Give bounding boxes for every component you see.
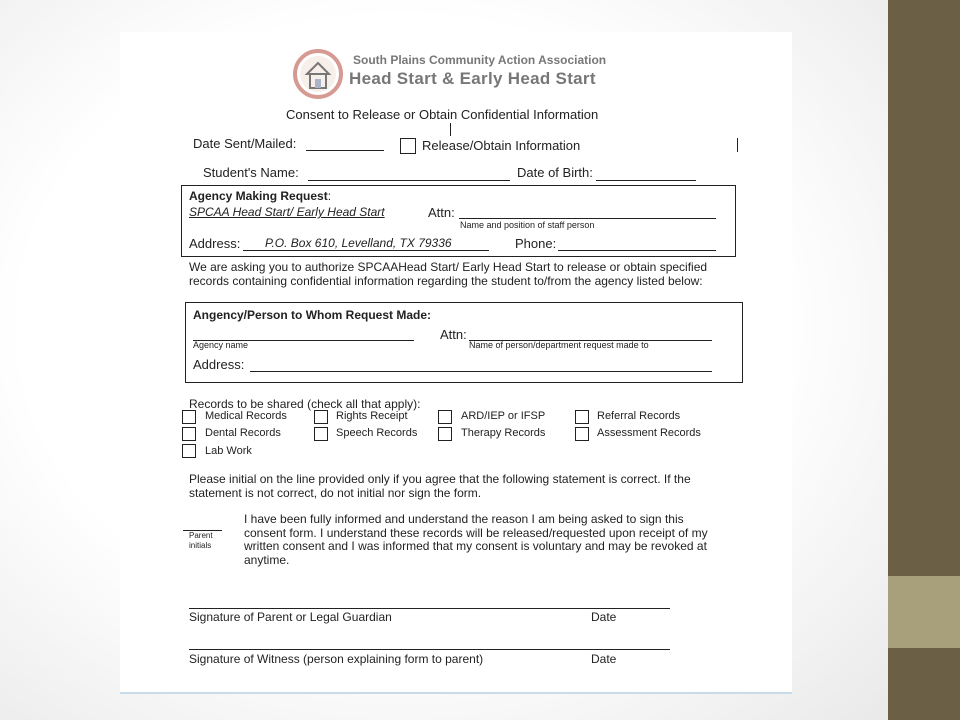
ard-iep-ifsp-checkbox[interactable] [438,410,452,424]
dob-label: Date of Birth: [517,165,593,180]
assessment-records-checkbox[interactable] [575,427,589,441]
vertical-mark [737,138,738,152]
date-sent-label: Date Sent/Mailed: [193,136,297,151]
witness-signature-label: Signature of Witness (person explaining form to parent) [189,652,484,666]
dob-field[interactable] [596,180,696,181]
speech-records-label: Speech Records [336,427,418,439]
agency-attn-hint: Name and position of staff person [460,220,595,230]
consent-form-document [120,32,792,692]
agency-attn-label: Attn: [428,205,455,220]
release-obtain-checkbox[interactable] [400,138,416,154]
release-obtain-label: Release/Obtain Information [422,138,581,153]
agency-heading-text: Agency Making Request [189,189,328,203]
agency-address-value: P.O. Box 610, Levelland, TX 79336 [265,236,452,250]
student-name-label: Student's Name: [203,165,299,180]
referral-records-label: Referral Records [597,410,681,422]
referral-records-checkbox[interactable] [575,410,589,424]
date-sent-field[interactable] [306,150,384,151]
agency-phone-label: Phone: [515,236,557,251]
parent-signature-label: Signature of Parent or Legal Guardian [189,610,392,624]
assessment-records-label: Assessment Records [597,427,701,439]
recipient-person-hint: Name of person/department request made to [469,340,649,350]
program-name: Head Start & Early Head Start [349,69,596,88]
dental-records-checkbox[interactable] [182,427,196,441]
records-label: Records to be shared (check all that apply): [189,397,421,411]
therapy-records-checkbox[interactable] [438,427,452,441]
organization-logo [292,48,344,100]
house-logo-icon [292,48,344,100]
agency-phone-field[interactable] [558,250,716,251]
decorative-band-top [888,0,960,576]
agency-address-label: Address: [189,236,241,251]
parent-signature-date-label: Date [591,610,617,624]
agency-heading-colon: : [327,189,332,203]
parent-initials-label: Parent initials [189,531,213,550]
parent-signature-field[interactable] [189,608,670,609]
rights-receipt-checkbox[interactable] [314,410,328,424]
therapy-records-label: Therapy Records [461,427,546,439]
recipient-address-field[interactable] [250,371,712,372]
student-name-field[interactable] [308,180,510,181]
agency-heading [189,189,331,203]
agency-address-underline [243,250,489,251]
medical-records-label: Medical Records [205,410,287,422]
ard-iep-ifsp-label: ARD/IEP or IFSP [461,410,546,422]
recipient-agency-hint: Agency name [193,340,249,350]
recipient-address-label: Address: [193,357,245,372]
rights-receipt-label: Rights Receipt [336,410,408,422]
agency-name-value: SPCAA Head Start/ Early Head Start [189,205,385,219]
bottom-rule [120,692,792,694]
witness-signature-date-label: Date [591,652,617,666]
agency-attn-field[interactable] [459,218,716,219]
witness-signature-field[interactable] [189,649,670,650]
consent-statement: I have been fully informed and understand the reason I am being asked to sign this consent form. I understand these records will be released/requested upon receipt of my written consent and I was informed that my consent is voluntary and may be revoked at anytime. [244,512,708,567]
recipient-attn-label: Attn: [440,327,467,342]
initial-instruction: Please initial on the line provided only if you agree that the following statement is correct. If the statement is not correct, do not initial nor sign the form. [189,472,691,500]
organization-name: South Plains Community Action Association [353,53,607,67]
decorative-band-bottom [888,648,960,720]
speech-records-checkbox[interactable] [314,427,328,441]
decorative-band-middle [888,576,960,648]
dental-records-label: Dental Records [205,427,281,439]
text-cursor-mark [450,123,451,136]
request-paragraph: We are asking you to authorize SPCAAHead Start/ Early Head Start to release or obtain specified records containing confidential information regarding the student to/from the agency listed below: [189,260,708,288]
medical-records-checkbox[interactable] [182,410,196,424]
recipient-heading: Angency/Person to Whom Request Made: [193,308,432,322]
lab-work-checkbox[interactable] [182,444,196,458]
form-title: Consent to Release or Obtain Confidential Information [286,107,599,122]
lab-work-label: Lab Work [205,445,252,457]
